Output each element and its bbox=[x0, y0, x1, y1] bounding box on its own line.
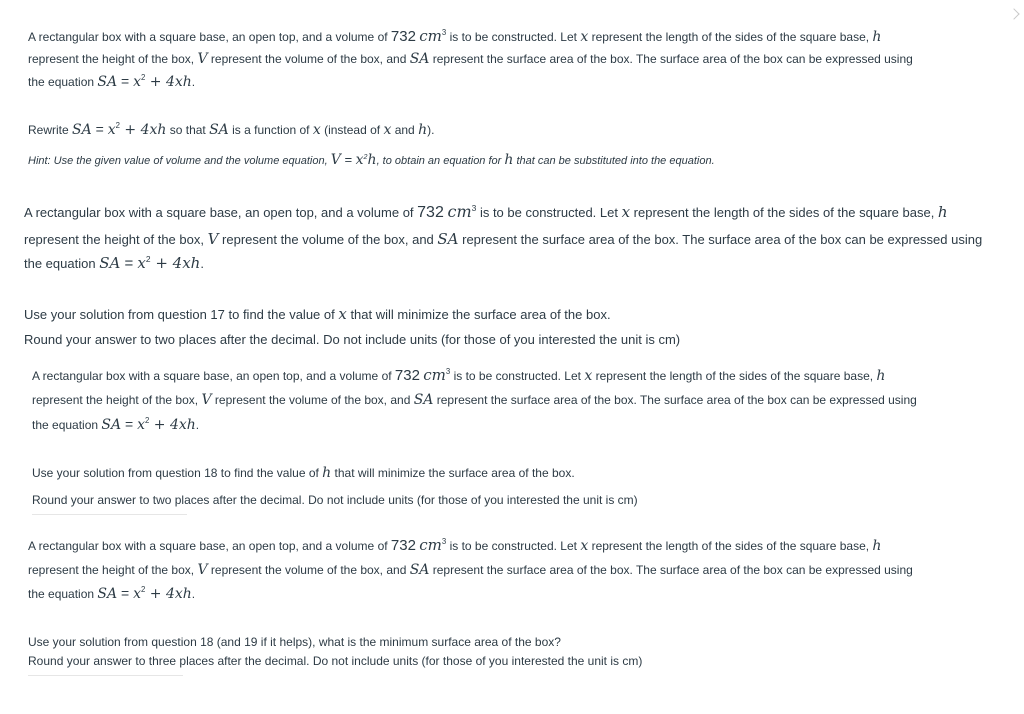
text: represent the surface area of the box. The surface area of the box can be expressed using bbox=[429, 563, 913, 577]
eq-sa: SA bbox=[97, 586, 118, 602]
text: that will minimize the surface area of the box. bbox=[346, 307, 611, 322]
text: represent the volume of the box, and bbox=[218, 232, 438, 247]
period: . bbox=[191, 587, 196, 601]
var-x: x bbox=[383, 122, 392, 138]
eq-sa: SA bbox=[72, 122, 92, 138]
exponent: 3 bbox=[441, 537, 447, 547]
var-sa: SA bbox=[409, 51, 430, 67]
eq-x: x bbox=[137, 254, 146, 272]
exp: 2 bbox=[363, 152, 368, 161]
text: (instead of bbox=[320, 123, 384, 137]
intro-line-3 bbox=[28, 73, 195, 90]
unit: cm bbox=[419, 536, 442, 554]
text: the equation bbox=[28, 587, 98, 601]
var-x: x bbox=[580, 538, 589, 554]
text: represent the height of the box, bbox=[32, 393, 202, 407]
intro-line-3 bbox=[24, 254, 204, 272]
eq-exp: 2 bbox=[140, 73, 146, 83]
answer-field-underline[interactable] bbox=[28, 675, 183, 676]
text: is a function of bbox=[228, 123, 313, 137]
text: represent the length of the sides of the square base, bbox=[588, 539, 873, 553]
text: the equation bbox=[32, 418, 102, 432]
text: that can be substituted into the equation. bbox=[513, 155, 715, 167]
text: and bbox=[391, 123, 419, 137]
q19-prompt-2 bbox=[32, 493, 638, 507]
period: . bbox=[191, 75, 196, 89]
var-v: V bbox=[197, 562, 208, 578]
var-v: V bbox=[207, 230, 219, 248]
text: the equation bbox=[28, 75, 98, 89]
intro-line-3 bbox=[32, 416, 199, 433]
eq-rest: + 4xh bbox=[145, 74, 192, 90]
text: A rectangular box with a square base, an open top, and a volume of bbox=[32, 369, 395, 383]
text: represent the height of the box, bbox=[28, 52, 198, 66]
text: represent the height of the box, bbox=[24, 232, 208, 247]
var-sa: SA bbox=[413, 392, 434, 408]
volume-value: 732 bbox=[394, 367, 420, 384]
eq-equals: = bbox=[91, 121, 108, 137]
text: is to be constructed. Let bbox=[446, 30, 581, 44]
var-x: x bbox=[355, 152, 364, 168]
var-x: x bbox=[580, 29, 589, 45]
q19-prompt-1 bbox=[32, 465, 575, 481]
text: Hint: Use the given value of volume and the volume equation, bbox=[28, 155, 331, 167]
text: represent the volume of the box, and bbox=[207, 52, 410, 66]
var-sa: SA bbox=[209, 122, 229, 138]
eq-x: x bbox=[107, 122, 116, 138]
text: is to be constructed. Let bbox=[450, 369, 585, 383]
text: A rectangular box with a square base, an open top, and a volume of bbox=[28, 30, 391, 44]
eq-equals: = bbox=[340, 152, 356, 167]
unit: cm bbox=[423, 366, 446, 384]
text: Use your solution from question 17 to find the value of bbox=[24, 307, 339, 322]
eq-sa: SA bbox=[99, 254, 121, 272]
q17-hint bbox=[28, 152, 715, 168]
period: . bbox=[200, 256, 204, 271]
eq-rest: + 4xh bbox=[150, 254, 201, 272]
var-h: h bbox=[872, 29, 882, 45]
period: . bbox=[195, 418, 200, 432]
intro-line-1 bbox=[32, 366, 885, 384]
q18-prompt-2 bbox=[24, 332, 680, 347]
unit: cm bbox=[447, 202, 472, 221]
volume-value: 732 bbox=[390, 537, 416, 554]
intro-line-2 bbox=[28, 562, 913, 578]
text: Round your answer to two places after the decimal. Do not include units (for those of you interested the unit is cm) bbox=[32, 493, 638, 507]
eq-sa: SA bbox=[97, 74, 118, 90]
text: the equation bbox=[24, 256, 100, 271]
eq-equals: = bbox=[121, 416, 138, 432]
text: represent the surface area of the box. The surface area of the box can be expressed using bbox=[458, 232, 983, 247]
text: represent the volume of the box, and bbox=[207, 563, 410, 577]
text: represent the surface area of the box. The surface area of the box can be expressed using bbox=[433, 393, 917, 407]
intro-line-1 bbox=[24, 202, 948, 222]
volume-value: 732 bbox=[417, 204, 444, 221]
var-sa: SA bbox=[437, 230, 459, 248]
eq-rest: + 4xh bbox=[149, 417, 196, 433]
var-v: V bbox=[201, 392, 212, 408]
eq-exp: 2 bbox=[145, 253, 151, 264]
eq-exp: 2 bbox=[144, 416, 150, 426]
unit: cm bbox=[419, 27, 442, 45]
eq-rest: + 4xh bbox=[145, 586, 192, 602]
text: A rectangular box with a square base, an open top, and a volume of bbox=[24, 205, 418, 220]
var-h: h bbox=[504, 152, 514, 168]
exponent: 3 bbox=[445, 367, 451, 377]
text: , to obtain an equation for bbox=[376, 155, 505, 167]
eq-sa: SA bbox=[101, 417, 122, 433]
q17-prompt bbox=[28, 121, 434, 138]
chevron-right-icon bbox=[1008, 8, 1019, 19]
eq-equals: = bbox=[117, 73, 134, 89]
eq-equals: = bbox=[117, 585, 134, 601]
exponent: 3 bbox=[441, 28, 447, 38]
text: Use your solution from question 18 to find the value of bbox=[32, 466, 323, 480]
var-h: h bbox=[876, 368, 886, 384]
text: represent the length of the sides of the square base, bbox=[588, 30, 873, 44]
var-x: x bbox=[338, 305, 347, 323]
var-sa: SA bbox=[409, 562, 430, 578]
intro-line-1 bbox=[28, 536, 881, 554]
intro-line-1 bbox=[28, 27, 881, 45]
q20-prompt-2 bbox=[28, 654, 642, 668]
eq-x: x bbox=[133, 74, 141, 90]
text: represent the length of the sides of the square base, bbox=[630, 205, 938, 220]
text: so that bbox=[166, 123, 210, 137]
eq-equals: = bbox=[120, 255, 138, 272]
text: is to be constructed. Let bbox=[476, 205, 622, 220]
var-v: V bbox=[330, 152, 341, 168]
text: represent the height of the box, bbox=[28, 563, 198, 577]
text: is to be constructed. Let bbox=[446, 539, 581, 553]
var-h: h bbox=[937, 203, 948, 221]
var-x: x bbox=[584, 368, 593, 384]
intro-line-2 bbox=[24, 230, 982, 248]
eq-rest: + 4xh bbox=[119, 122, 167, 138]
var-h: h bbox=[872, 538, 882, 554]
text: represent the volume of the box, and bbox=[211, 393, 414, 407]
eq-x: x bbox=[133, 586, 141, 602]
exponent: 3 bbox=[471, 202, 477, 213]
var-h: h bbox=[418, 122, 428, 138]
text: A rectangular box with a square base, an open top, and a volume of bbox=[28, 539, 391, 553]
eq-exp: 2 bbox=[140, 585, 146, 595]
text: represent the surface area of the box. The surface area of the box can be expressed using bbox=[429, 52, 913, 66]
q20-prompt-1 bbox=[28, 635, 561, 649]
text: that will minimize the surface area of the box. bbox=[331, 466, 575, 480]
var-x: x bbox=[312, 122, 321, 138]
text: Round your answer to two places after the decimal. Do not include units (for those of you interested the unit is cm) bbox=[24, 332, 681, 347]
var-v: V bbox=[197, 51, 208, 67]
var-h: h bbox=[367, 152, 377, 168]
text: Round your answer to three places after the decimal. Do not include units (for those of you interested the unit is cm) bbox=[28, 654, 643, 668]
q18-prompt-1 bbox=[24, 305, 611, 323]
eq-exp: 2 bbox=[115, 121, 120, 131]
intro-line-2 bbox=[28, 51, 913, 67]
eq-x: x bbox=[137, 417, 145, 433]
var-x: x bbox=[621, 203, 631, 221]
intro-line-3 bbox=[28, 585, 195, 602]
volume-value: 732 bbox=[390, 28, 416, 45]
text: Rewrite bbox=[28, 123, 73, 137]
answer-field-underline[interactable] bbox=[32, 514, 187, 515]
text: Use your solution from question 18 (and 19 if it helps), what is the minimum surface area of the box? bbox=[28, 635, 561, 649]
var-h: h bbox=[322, 465, 332, 481]
text: represent the length of the sides of the square base, bbox=[592, 369, 877, 383]
intro-line-2 bbox=[32, 392, 917, 408]
text: ). bbox=[427, 123, 435, 137]
